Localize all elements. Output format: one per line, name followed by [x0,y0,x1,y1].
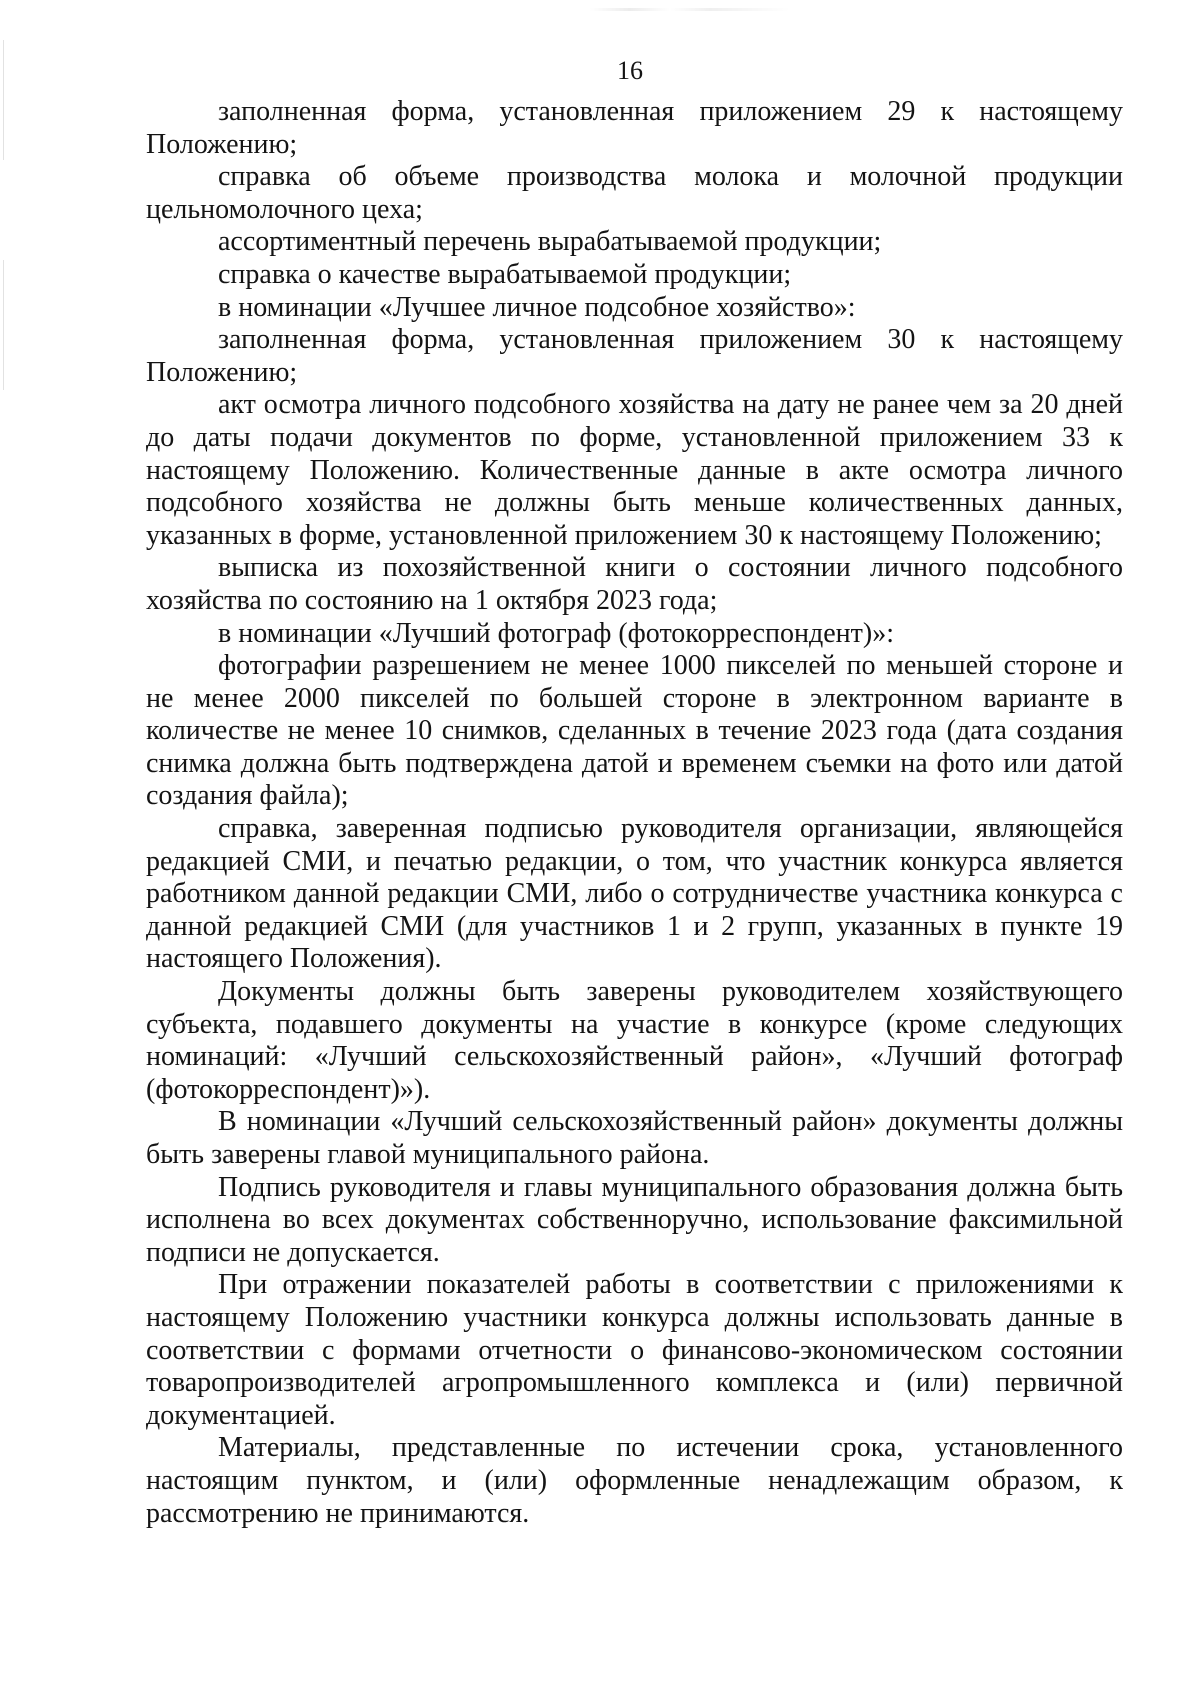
paragraph: ассортиментный перечень вырабатываемой продукции; [218,226,882,258]
scan-edge-mark [3,260,4,390]
paragraph: заполненная форма, установленная приложением 29 к настоящему Положению; [146,96,1123,160]
paragraph: заполненная форма, установленная приложением 30 к настоящему Положению; [146,324,1123,388]
paragraph: Подпись руководителя и главы муниципального образования должна быть исполнена во всех документах собственноручно, использование факсимильной подписи не допускается. [146,1171,1123,1268]
paragraph: фотографии разрешением не менее 1000 пикселей по меньшей стороне и не менее 2000 пикселей по большей стороне в электронном варианте в количестве не менее 10 снимков, сделанных в течение 2023 года (дата создания снимка должна быть подтверждена датой и временем съемки на фото или датой создания файла); [146,650,1123,812]
paragraph: В номинации «Лучший сельскохозяйственный район» документы должны быть заверены главой муниципального района. [146,1106,1123,1170]
paragraph: справка о качестве вырабатываемой продукции; [218,258,792,290]
paragraph: Документы должны быть заверены руководителем хозяйствующего субъекта, подавшего документы на участие в конкурсе (кроме следующих номинаций: «Лучший сельскохозяйственный район», «Лучший фотограф (фотокорреспондент)»). [146,976,1123,1105]
paragraph: акт осмотра личного подсобного хозяйства на дату не ранее чем за 20 дней до даты подачи документов по форме, установленной приложением 33 к настоящему Положению. Количественные данные в акте осмотра личного подсобного хозяйства не должны быть меньше количественных данных, указанных в форме, установленной приложением 30 к настоящему Положению; [146,389,1123,551]
paragraph: При отражении показателей работы в соответствии с приложениями к настоящему Положению участники конкурса должны использовать данные в соответствии с формами отчетности о финансово-экономическом состоянии товаропроизводителей агропромышленного комплекса и (или) первичной документацией. [146,1269,1123,1431]
document-body [146,96,1123,1530]
scan-artifact [590,8,790,11]
page-number: 16 [617,56,643,85]
paragraph: справка, заверенная подписью руководителя организации, являющейся редакцией СМИ, и печатью редакции, о том, что участник конкурса является работником данной редакции СМИ, либо о сотрудничестве участника конкурса с данной редакцией СМИ (для участников 1 и 2 групп, указанных в пункте 19 настоящего Положения). [146,813,1123,975]
paragraph: в номинации «Лучшее личное подсобное хозяйство»: [218,291,856,323]
paragraph: в номинации «Лучший фотограф (фотокорреспондент)»: [218,617,895,649]
paragraph: справка об объеме производства молока и молочной продукции цельномолочного цеха; [146,161,1123,225]
paragraph: Материалы, представленные по истечении срока, установленного настоящим пунктом, и (или) оформленные ненадлежащим образом, к рассмотрению не принимаются. [146,1432,1123,1529]
paragraph: выписка из похозяйственной книги о состоянии личного подсобного хозяйства по состоянию на 1 октября 2023 года; [146,552,1123,616]
